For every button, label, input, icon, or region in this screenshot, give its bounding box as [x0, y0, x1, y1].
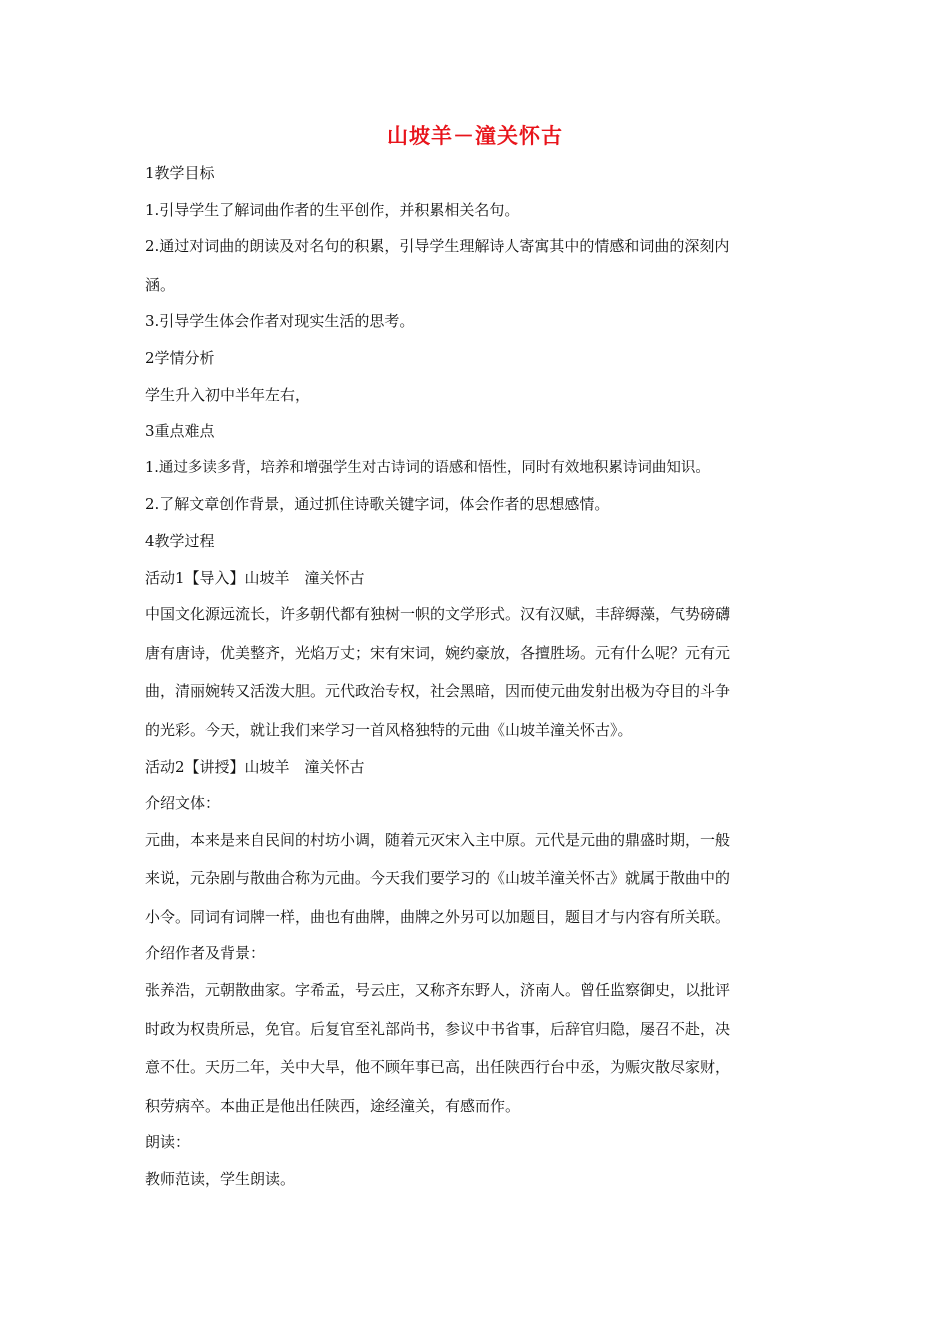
- subheading: 介绍文体：: [145, 794, 221, 813]
- paragraph-line: 3.引导学生体会作者对现实生活的思考。: [145, 312, 415, 331]
- paragraph-line: 涵。: [145, 275, 176, 294]
- activity-heading: 活动2【讲授】山坡羊 潼关怀古: [145, 757, 365, 776]
- paragraph-line: 元曲，本来是来自民间的村坊小调，随着元灭宋入主中原。元代是元曲的鼎盛时期，一般: [145, 830, 731, 849]
- paragraph-line: 2.了解文章创作背景，通过抓住诗歌关键字词，体会作者的思想感情。: [145, 495, 610, 514]
- paragraph-line: 张养浩，元朝散曲家。字希孟，号云庄，又称齐东野人，济南人。曾任监察御史，以批评: [145, 981, 731, 1000]
- section-heading: 2学情分析: [145, 348, 215, 367]
- document-title: 山坡羊－潼关怀古: [387, 123, 563, 148]
- activity-heading: 活动1【导入】山坡羊 潼关怀古: [145, 568, 365, 587]
- paragraph-line: 小令。同词有词牌一样，曲也有曲牌，曲牌之外另可以加题目，题目才与内容有所关联。: [145, 907, 731, 926]
- paragraph-line: 意不仕。天历二年，关中大旱，他不顾年事已高，出任陕西行台中丞，为赈灾散尽家财，: [145, 1058, 731, 1077]
- paragraph-line: 积劳病卒。本曲正是他出任陕西，途经潼关，有感而作。: [145, 1096, 521, 1115]
- subheading: 介绍作者及背景：: [145, 944, 266, 963]
- paragraph-line: 时政为权贵所忌，免官。后复官至礼部尚书，参议中书省事，后辞官归隐，屡召不赴，决: [145, 1019, 731, 1038]
- paragraph-line: 中国文化源远流长，许多朝代都有独树一帜的文学形式。汉有汉赋，丰辞缛藻，气势磅礴: [145, 605, 731, 624]
- paragraph-line: 的光彩。今天，就让我们来学习一首风格独特的元曲《山坡羊潼关怀古》。: [145, 720, 633, 739]
- section-heading: 3重点难点: [145, 422, 215, 441]
- paragraph-line: 1.引导学生了解词曲作者的生平创作，并积累相关名句。: [145, 200, 520, 219]
- paragraph-line: 唐有唐诗，优美整齐，光焰万丈；宋有宋词，婉约豪放，各擅胜场。元有什么呢？元有元: [145, 643, 731, 662]
- paragraph-line: 曲，清丽婉转又活泼大胆。元代政治专权，社会黑暗，因而使元曲发射出极为夺目的斗争: [145, 682, 731, 701]
- paragraph-line: 来说，元杂剧与散曲合称为元曲。今天我们要学习的《山坡羊潼关怀古》就属于散曲中的: [145, 869, 731, 888]
- paragraph-line: 2.通过对词曲的朗读及对名句的积累，引导学生理解诗人寄寓其中的情感和词曲的深刻内: [145, 237, 730, 256]
- paragraph-line: 学生升入初中半年左右，: [145, 385, 311, 404]
- subheading: 朗读：: [145, 1133, 191, 1152]
- document-body: [145, 159, 815, 1202]
- paragraph-line: 1.通过多读多背，培养和增强学生对古诗词的语感和悟性，同时有效地积累诗词曲知识。: [145, 459, 710, 476]
- paragraph-line: 教师范读，学生朗读。: [145, 1170, 296, 1189]
- section-heading: 4教学过程: [145, 531, 215, 550]
- section-heading: 1教学目标: [145, 164, 215, 182]
